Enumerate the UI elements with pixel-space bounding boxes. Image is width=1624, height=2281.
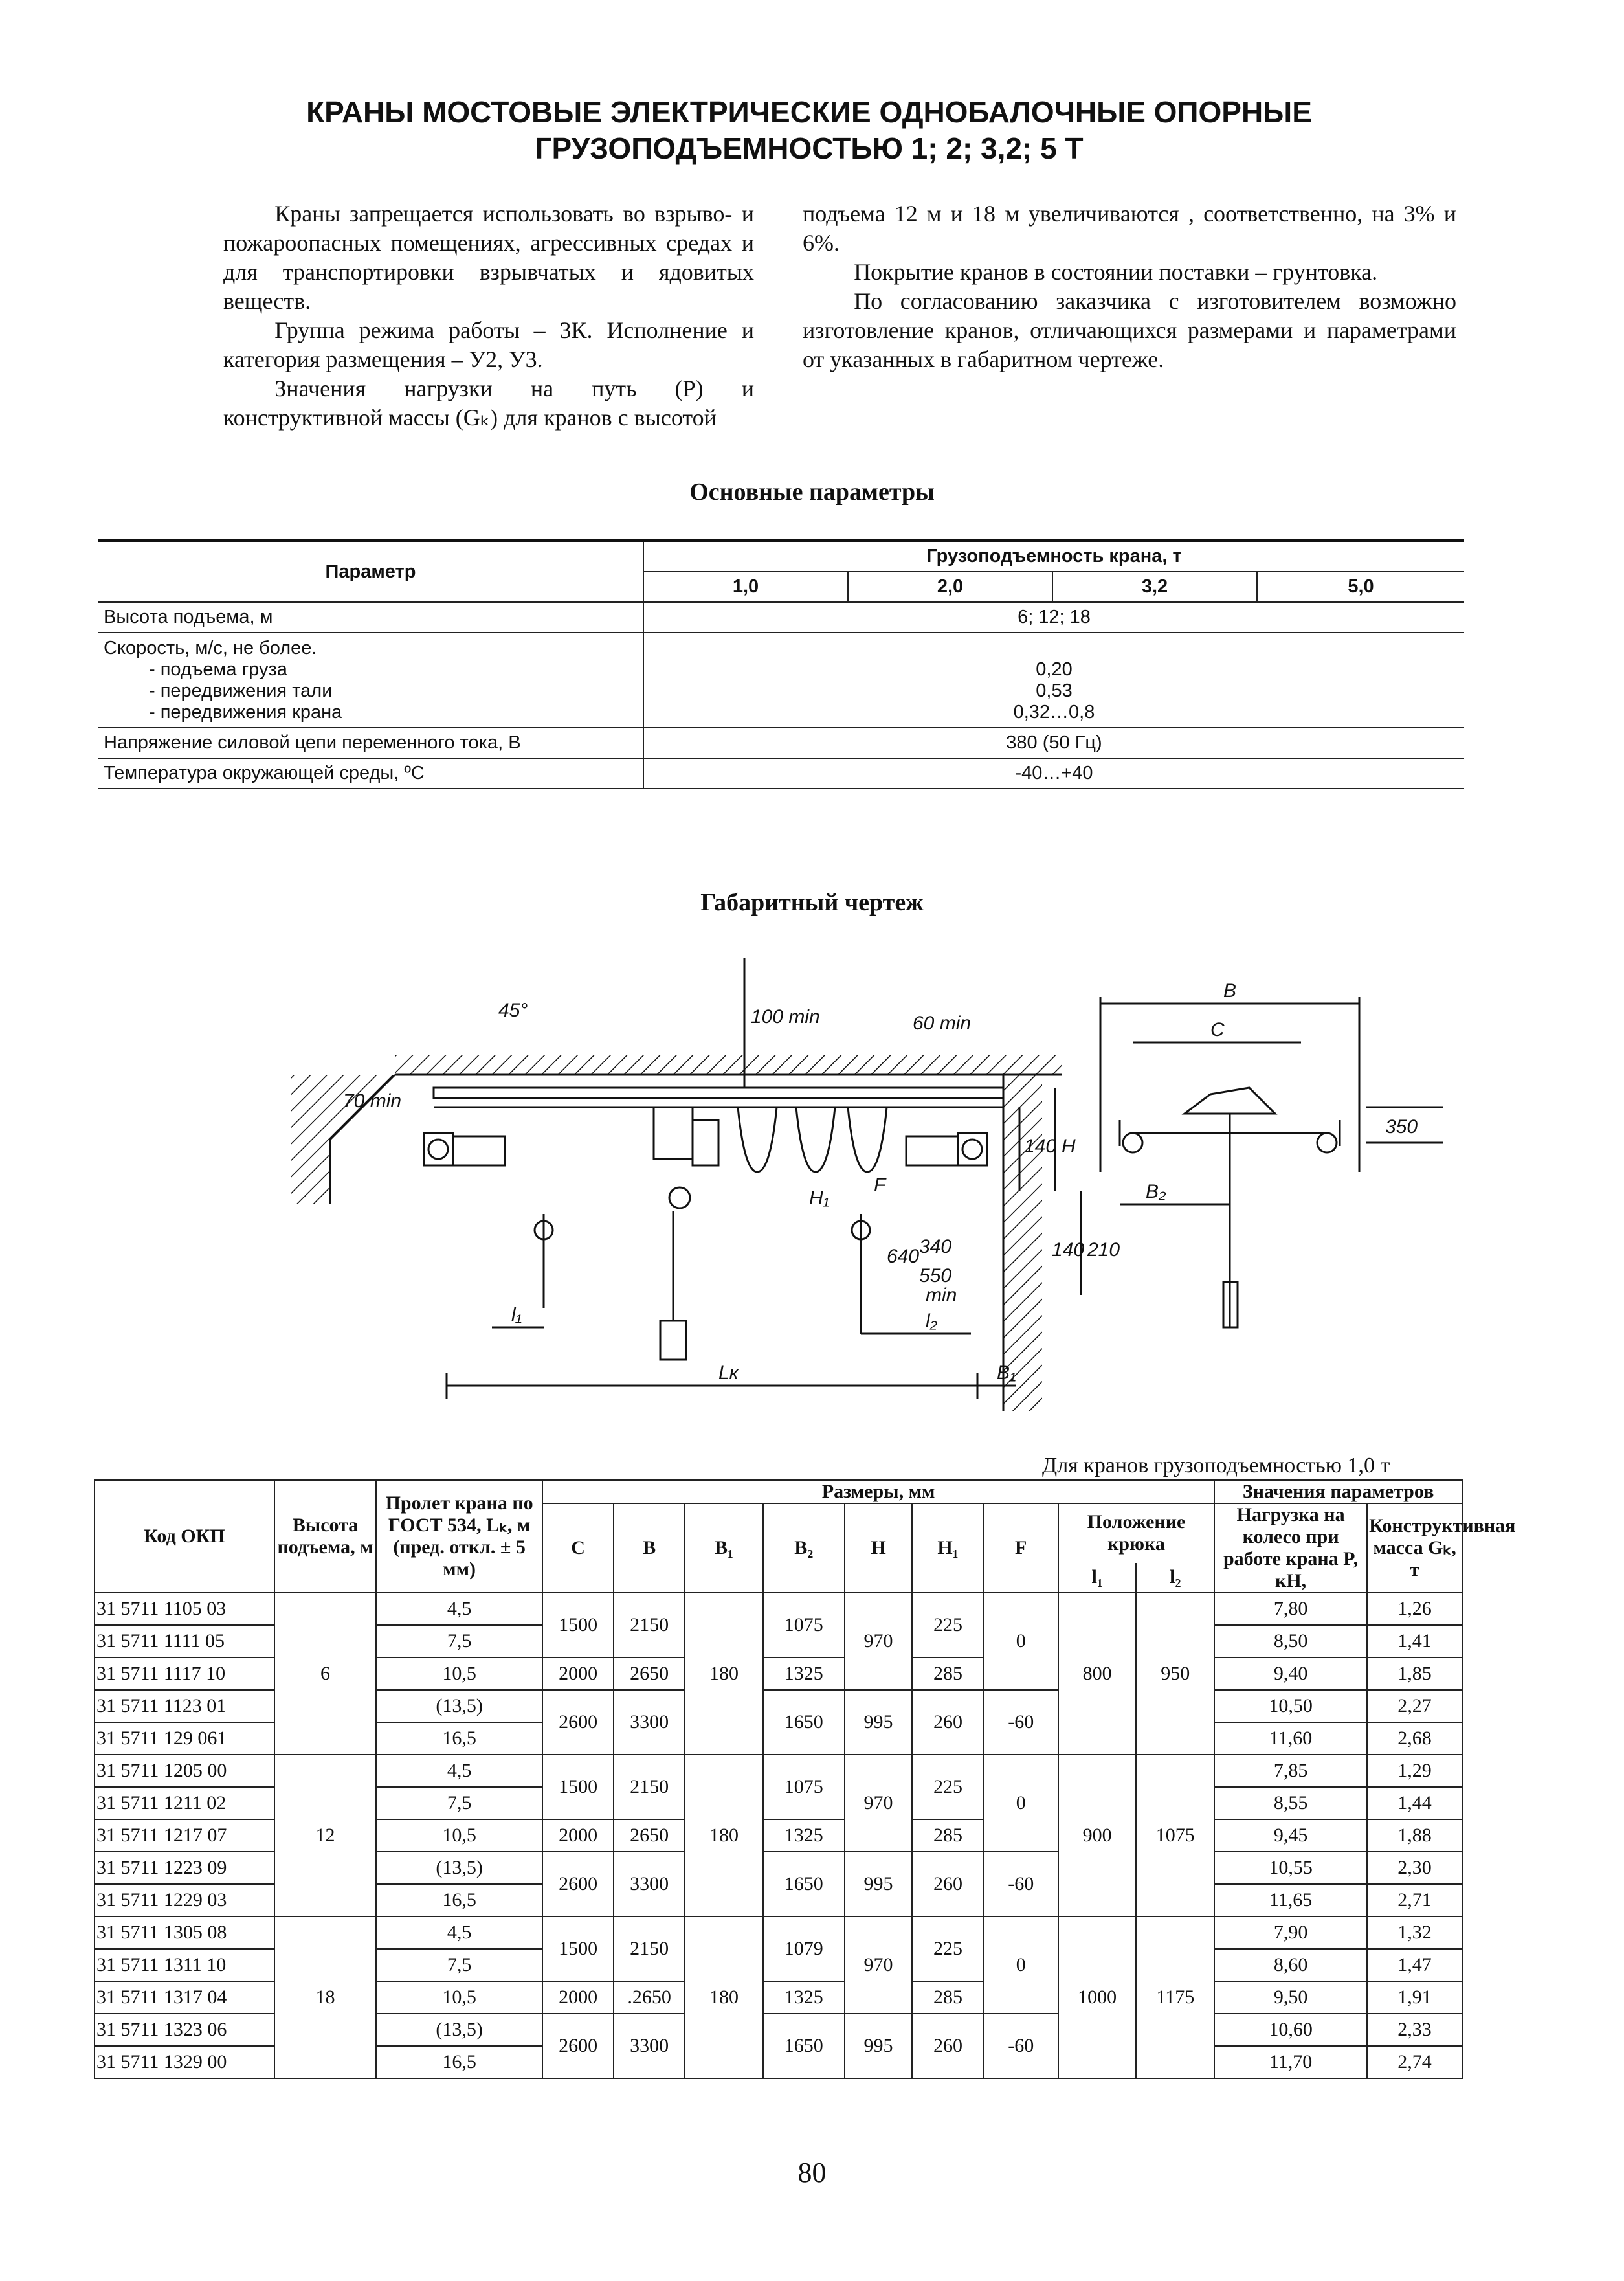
table-body xyxy=(95,1593,1462,2078)
B-cell: 2150 xyxy=(614,1593,685,1657)
B1-cell: 180 xyxy=(685,1916,763,2078)
mass-cell: 1,91 xyxy=(1367,1981,1462,2014)
span-cell: 7,5 xyxy=(376,1625,542,1657)
okp-code-cell: 31 5711 1311 10 xyxy=(95,1949,274,1981)
drawing-label: B₂ xyxy=(1146,1181,1166,1202)
speed-values xyxy=(643,633,1464,728)
speed-cell xyxy=(98,633,643,728)
params-heading: Основные параметры xyxy=(689,478,935,506)
mass-cell: 1,41 xyxy=(1367,1625,1462,1657)
B2-cell: 1075 xyxy=(763,1755,845,1819)
speed-value: 0,20 xyxy=(1036,659,1073,680)
span-cell: 4,5 xyxy=(376,1593,542,1625)
B2-cell: 1325 xyxy=(763,1819,845,1852)
mass-cell: 1,32 xyxy=(1367,1916,1462,1949)
B-cell: .2650 xyxy=(614,1981,685,2014)
page-number: 80 xyxy=(797,2157,827,2188)
load-cell: 8,55 xyxy=(1214,1787,1367,1819)
F-cell: 0 xyxy=(984,1593,1058,1690)
intro-paragraph: Значения нагрузки на путь (Р) и конструктивной массы (Gₖ) для кранов с высотой xyxy=(223,376,754,431)
okp-code-cell: 31 5711 1229 03 xyxy=(95,1884,274,1916)
header-values: Значения параметров xyxy=(1214,1480,1462,1503)
span-cell: 10,5 xyxy=(376,1657,542,1690)
drawing-label: 140 xyxy=(1024,1136,1057,1157)
mass-cell: 1,29 xyxy=(1367,1755,1462,1787)
B-cell: 3300 xyxy=(614,1690,685,1755)
mass-cell: 1,44 xyxy=(1367,1787,1462,1819)
speed-value: 0,53 xyxy=(1036,680,1073,701)
H-cell: 995 xyxy=(845,2014,913,2078)
load-cell: 11,70 xyxy=(1214,2046,1367,2078)
B2-cell: 1650 xyxy=(763,1852,845,1916)
C-cell: 1500 xyxy=(542,1593,614,1657)
drawing-label: 350 xyxy=(1385,1116,1418,1138)
B-cell: 2150 xyxy=(614,1916,685,1981)
drawing-label: 640 xyxy=(887,1246,920,1267)
B-cell: 2650 xyxy=(614,1657,685,1690)
temperature-value: -40…+40 xyxy=(643,758,1464,789)
intro-paragraph: По согласованию заказчика с изготовителем возможно изготовление кранов, отличающихся размерами и параметрами от указанных в габаритном чертеже. xyxy=(803,288,1456,372)
okp-code-cell: 31 5711 1111 05 xyxy=(95,1625,274,1657)
H-cell: 995 xyxy=(845,1690,913,1755)
height-cell: 6 xyxy=(274,1593,376,1755)
crane-dimension-drawing xyxy=(97,958,1489,1411)
drawing-label: 100 min xyxy=(751,1006,820,1028)
header-hook: Положение крюка xyxy=(1058,1503,1214,1563)
drawing-label: min xyxy=(926,1285,957,1306)
header-sizes: Размеры, мм xyxy=(542,1480,1214,1503)
mass-cell: 1,47 xyxy=(1367,1949,1462,1981)
okp-code-cell: 31 5711 129 061 xyxy=(95,1722,274,1755)
l2-cell: 1075 xyxy=(1136,1755,1214,1916)
drawing-label: 210 xyxy=(1087,1239,1120,1261)
speed-label: Скорость, м/с, не более. xyxy=(104,637,317,658)
mass-cell: 1,88 xyxy=(1367,1819,1462,1852)
okp-code-cell: 31 5711 1205 00 xyxy=(95,1755,274,1787)
F-cell: -60 xyxy=(984,2014,1058,2078)
header-mass: Конструктивная масса Gₖ, т xyxy=(1367,1503,1462,1593)
drawing-label: H₁ xyxy=(809,1187,830,1209)
drawing-label: C xyxy=(1210,1019,1225,1040)
params-table xyxy=(98,539,1464,789)
B2-cell: 1325 xyxy=(763,1657,845,1690)
drawing-label: 60 min xyxy=(913,1013,972,1034)
table-row xyxy=(95,1916,1462,1949)
load-cell: 11,60 xyxy=(1214,1722,1367,1755)
B1-cell: 180 xyxy=(685,1593,763,1755)
H1-cell: 225 xyxy=(912,1593,983,1657)
C-cell: 2000 xyxy=(542,1657,614,1690)
title-line-2: ГРУЗОПОДЪЕМНОСТЬЮ 1; 2; 3,2; 5 Т xyxy=(535,131,1084,165)
okp-code-cell: 31 5711 1317 04 xyxy=(95,1981,274,2014)
B2-cell: 1075 xyxy=(763,1593,845,1657)
header-load: Нагрузка на колесо при работе крана P, кН, xyxy=(1214,1503,1367,1593)
okp-code-cell: 31 5711 1117 10 xyxy=(95,1657,274,1690)
header-H: H xyxy=(845,1503,913,1593)
okp-code-cell: 31 5711 1329 00 xyxy=(95,2046,274,2078)
drawing-label: Lк xyxy=(718,1362,739,1384)
B-cell: 3300 xyxy=(614,2014,685,2078)
header-C: C xyxy=(542,1503,614,1593)
intro-paragraph: Группа режима работы – 3К. Исполнение и категория размещения – У2, У3. xyxy=(223,317,754,372)
span-cell: 4,5 xyxy=(376,1755,542,1787)
span-cell: 16,5 xyxy=(376,1884,542,1916)
header-height: Высота подъема, м xyxy=(274,1480,376,1593)
drawing-label: H xyxy=(1062,1136,1076,1157)
temperature-label: Температура окружающей среды, ºС xyxy=(98,758,643,789)
drawing-label: 70 min xyxy=(343,1090,402,1112)
mass-cell: 2,33 xyxy=(1367,2014,1462,2046)
intro-right-column xyxy=(803,199,1456,374)
okp-code-cell: 31 5711 1217 07 xyxy=(95,1819,274,1852)
mass-cell: 2,71 xyxy=(1367,1884,1462,1916)
speed-value: 0,32…0,8 xyxy=(1013,702,1095,723)
mass-cell: 2,74 xyxy=(1367,2046,1462,2078)
height-cell: 12 xyxy=(274,1755,376,1916)
drawing-label: 140 xyxy=(1052,1239,1085,1261)
load-cell: 7,90 xyxy=(1214,1916,1367,1949)
capacity-value: 5,0 xyxy=(1257,572,1464,602)
H-cell: 995 xyxy=(845,1852,913,1916)
l2-cell: 950 xyxy=(1136,1593,1214,1755)
load-cell: 7,80 xyxy=(1214,1593,1367,1625)
speed-item: - передвижения тали xyxy=(149,680,333,701)
drawing-label: l₁ xyxy=(511,1304,522,1325)
C-cell: 2000 xyxy=(542,1981,614,2014)
B-cell: 3300 xyxy=(614,1852,685,1916)
H1-cell: 260 xyxy=(912,1852,983,1916)
height-label: Высота подъема, м xyxy=(98,602,643,633)
speed-item: - подъема груза xyxy=(149,658,287,680)
okp-code-cell: 31 5711 1305 08 xyxy=(95,1916,274,1949)
mass-cell: 1,85 xyxy=(1367,1657,1462,1690)
span-cell: 10,5 xyxy=(376,1819,542,1852)
header-l1: l₁ xyxy=(1058,1563,1137,1593)
l2-cell: 1175 xyxy=(1136,1916,1214,2078)
B1-cell: 180 xyxy=(685,1755,763,1916)
drawing-label: F xyxy=(874,1174,886,1196)
span-cell: (13,5) xyxy=(376,1852,542,1884)
okp-code-cell: 31 5711 1211 02 xyxy=(95,1787,274,1819)
l1-cell: 900 xyxy=(1058,1755,1137,1916)
load-cell: 7,85 xyxy=(1214,1755,1367,1787)
mass-cell: 2,27 xyxy=(1367,1690,1462,1722)
span-cell: 16,5 xyxy=(376,1722,542,1755)
drawing-label: 340 xyxy=(919,1236,952,1257)
load-cell: 9,50 xyxy=(1214,1981,1367,2014)
capacity-value: 3,2 xyxy=(1052,572,1257,602)
load-cell: 8,50 xyxy=(1214,1625,1367,1657)
okp-code-cell: 31 5711 1223 09 xyxy=(95,1852,274,1884)
load-cell: 11,65 xyxy=(1214,1884,1367,1916)
voltage-value: 380 (50 Гц) xyxy=(643,728,1464,758)
H1-cell: 285 xyxy=(912,1657,983,1690)
H1-cell: 260 xyxy=(912,2014,983,2078)
param-header: Параметр xyxy=(98,541,643,603)
B2-cell: 1650 xyxy=(763,2014,845,2078)
span-cell: 7,5 xyxy=(376,1787,542,1819)
H1-cell: 285 xyxy=(912,1819,983,1852)
header-code: Код ОКП xyxy=(95,1480,274,1593)
l1-cell: 800 xyxy=(1058,1593,1137,1755)
C-cell: 2600 xyxy=(542,1852,614,1916)
H1-cell: 285 xyxy=(912,1981,983,2014)
span-cell: (13,5) xyxy=(376,1690,542,1722)
mass-cell: 1,26 xyxy=(1367,1593,1462,1625)
load-cell: 10,60 xyxy=(1214,2014,1367,2046)
crane-dimensions-table xyxy=(94,1479,1516,2079)
height-cell: 18 xyxy=(274,1916,376,2078)
header-H1: H₁ xyxy=(912,1503,983,1593)
F-cell: 0 xyxy=(984,1755,1058,1852)
span-cell: 10,5 xyxy=(376,1981,542,2014)
table-row xyxy=(95,1755,1462,1787)
drawing-heading: Габаритный чертеж xyxy=(700,889,924,916)
header-F: F xyxy=(984,1503,1058,1593)
drawing-label: B xyxy=(1223,980,1237,1002)
F-cell: 0 xyxy=(984,1916,1058,2014)
H1-cell: 225 xyxy=(912,1916,983,1981)
drawing-label: 45° xyxy=(498,1000,528,1021)
H-cell: 970 xyxy=(845,1755,913,1852)
B2-cell: 1325 xyxy=(763,1981,845,2014)
load-cell: 8,60 xyxy=(1214,1949,1367,1981)
okp-code-cell: 31 5711 1105 03 xyxy=(95,1593,274,1625)
title-line-1: КРАНЫ МОСТОВЫЕ ЭЛЕКТРИЧЕСКИЕ ОДНОБАЛОЧНЫЕ ОПОРНЫЕ xyxy=(306,95,1312,129)
span-cell: 16,5 xyxy=(376,2046,542,2078)
capacity-value: 2,0 xyxy=(848,572,1052,602)
l1-cell: 1000 xyxy=(1058,1916,1137,2078)
header-span: Пролет крана по ГОСТ 534, Lₖ, м (пред. откл. ± 5 мм) xyxy=(376,1480,542,1593)
C-cell: 1500 xyxy=(542,1755,614,1819)
B-cell: 2150 xyxy=(614,1755,685,1819)
span-cell: (13,5) xyxy=(376,2014,542,2046)
C-cell: 2600 xyxy=(542,2014,614,2078)
F-cell: -60 xyxy=(984,1690,1058,1755)
mass-cell: 2,30 xyxy=(1367,1852,1462,1884)
load-cell: 9,40 xyxy=(1214,1657,1367,1690)
span-cell: 7,5 xyxy=(376,1949,542,1981)
load-cell: 10,55 xyxy=(1214,1852,1367,1884)
drawing-label: B₁ xyxy=(997,1362,1016,1384)
B2-cell: 1079 xyxy=(763,1916,845,1981)
drawing-label: l₂ xyxy=(926,1310,938,1332)
C-cell: 2600 xyxy=(542,1690,614,1755)
B-cell: 2650 xyxy=(614,1819,685,1852)
header-B1: B₁ xyxy=(685,1503,763,1593)
H1-cell: 225 xyxy=(912,1755,983,1819)
capacity-value: 1,0 xyxy=(643,572,848,602)
speed-item: - передвижения крана xyxy=(149,701,342,723)
H-cell: 970 xyxy=(845,1916,913,2014)
intro-paragraph-continued: подъема 12 м и 18 м увеличиваются , соответственно, на 3% и 6%. xyxy=(803,201,1456,256)
H1-cell: 260 xyxy=(912,1690,983,1755)
intro-paragraph: Покрытие кранов в состоянии поставки – грунтовка. xyxy=(854,259,1378,285)
intro-paragraph: Краны запрещается использовать во взрыво- и пожароопасных помещениях, агрессивных средах и для транспортировки взрывчатых и ядовитых веществ. xyxy=(223,201,754,314)
height-value: 6; 12; 18 xyxy=(643,602,1464,633)
load-cell: 10,50 xyxy=(1214,1690,1367,1722)
load-cell: 9,45 xyxy=(1214,1819,1367,1852)
B2-cell: 1650 xyxy=(763,1690,845,1755)
mass-cell: 2,68 xyxy=(1367,1722,1462,1755)
okp-code-cell: 31 5711 1123 01 xyxy=(95,1690,274,1722)
okp-code-cell: 31 5711 1323 06 xyxy=(95,2014,274,2046)
page-title xyxy=(129,94,1489,166)
span-cell: 4,5 xyxy=(376,1916,542,1949)
H-cell: 970 xyxy=(845,1593,913,1690)
C-cell: 1500 xyxy=(542,1916,614,1981)
header-B: B xyxy=(614,1503,685,1593)
table-row xyxy=(95,1593,1462,1625)
drawing-label: 550 xyxy=(919,1265,952,1287)
voltage-label: Напряжение силовой цепи переменного тока, В xyxy=(98,728,643,758)
F-cell: -60 xyxy=(984,1852,1058,1916)
capacity-header: Грузоподъемность крана, т xyxy=(643,541,1464,572)
table-caption: Для кранов грузоподъемностью 1,0 т xyxy=(1042,1454,1390,1478)
C-cell: 2000 xyxy=(542,1819,614,1852)
header-l2: l₂ xyxy=(1136,1563,1214,1593)
header-B2: B₂ xyxy=(763,1503,845,1593)
intro-left-column xyxy=(223,199,754,433)
